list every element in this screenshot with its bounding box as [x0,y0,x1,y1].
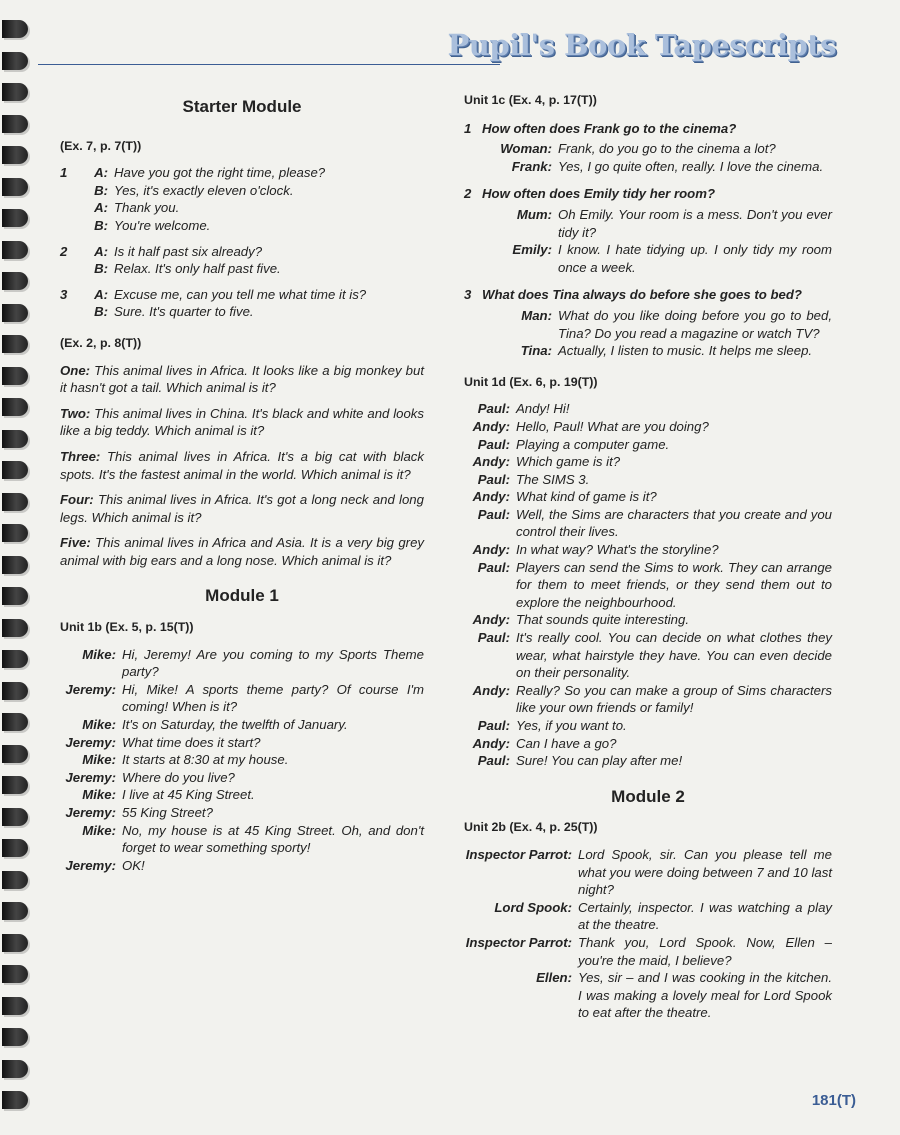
dialogue-line [464,400,832,418]
ex7-dialogues [60,164,424,321]
spiral-ring [2,398,28,416]
speaker-label: Jeremy: [65,681,116,697]
speaker-label: Jeremy: [65,857,116,873]
dialogue-number: 3 [60,286,68,302]
question [464,120,832,138]
question-dialogue [464,206,832,276]
question-dialogue [464,307,832,360]
spiral-ring [2,20,28,38]
dialogue-lines [68,286,424,321]
dialogue-text: What do you like doing before you go to bed, Tina? Do you read a magazine or watch TV? [558,307,832,341]
dialogue-text: Relax. It's only half past five. [114,261,281,277]
dialogue-text: Well, the Sims are characters that you create and you control their lives. [516,506,832,540]
spiral-ring [2,745,28,763]
spiral-ring [2,272,28,290]
dialogue-line [464,241,832,276]
dialogue-line [464,206,832,241]
riddle-label: Five: [60,535,91,551]
dialogue-text: Yes, it's exactly eleven o'clock. [114,182,294,198]
spiral-ring [2,839,28,857]
speaker-label: Andy: [472,542,510,558]
dialogue-line [464,307,832,342]
speaker-label: Emily: [512,242,552,258]
riddle-label: Four: [60,492,94,508]
riddle-text: This animal lives in China. It's black and white and looks like a big teddy. Which animal is it? [60,405,424,439]
dialogue-text: Yes, sir – and I was cooking in the kitchen. I was making a lovely meal for Lord Spook to eat after the theatre. [578,970,832,1021]
speaker-label: Andy: [472,418,510,434]
dialogue-text: 55 King Street? [122,805,213,820]
dialogue-text: The SIMS 3. [516,471,590,487]
speaker-label: Andy: [472,489,510,505]
dialogue-text: Sure! You can play after me! [516,753,683,769]
spiral-ring [2,209,28,227]
dialogue-text: Playing a computer game. [516,436,670,452]
dialogue-line [464,752,832,770]
dialogue-line [464,559,832,612]
numbered-dialogue [60,164,424,234]
dialogue-text: Is it half past six already? [114,243,263,259]
dialogue-line [68,303,424,321]
spiral-ring [2,335,28,353]
speaker-label: Andy: [472,735,510,751]
unit-2b-heading: Unit 2b (Ex. 4, p. 25(T)) [464,820,598,835]
left-column [60,92,424,874]
spiral-ring [2,367,28,385]
riddle-label: Three: [60,448,101,464]
question-number: 2 [464,186,472,202]
dialogue-text: Hi, Mike! A sports theme party? Of course I'm coming! When is it? [122,681,424,715]
speaker-label: B: [94,304,108,320]
dialogue-line [464,342,832,360]
dialogue-text: I live at 45 King Street. [122,787,255,803]
speaker-label: Ellen: [536,970,572,986]
spiral-ring [2,493,28,511]
spiral-ring [2,524,28,542]
speaker-label: B: [94,182,108,198]
spiral-ring [2,871,28,889]
numbered-dialogue [60,243,424,278]
speaker-label: Andy: [472,682,510,698]
dialogue-line [68,182,424,200]
spiral-ring [2,178,28,196]
unit-1c-questions [464,120,832,360]
dialogue-line [68,243,424,261]
dialogue-text: That sounds quite interesting. [516,612,690,628]
animal-riddle [60,405,424,440]
spiral-ring [2,115,28,133]
speaker-label: Man: [521,307,552,323]
spiral-ring [2,713,28,731]
question-number: 1 [464,120,472,136]
speaker-label: Mike: [82,822,116,838]
dialogue-line [60,804,424,822]
dialogue-line [60,681,424,716]
dialogue-text: Lord Spook, sir. Can you please tell me what you were doing between 7 and 10 last night? [578,846,832,898]
speaker-label: Lord Spook: [494,899,572,915]
speaker-label: A: [94,243,108,259]
animal-riddle [60,362,424,397]
speaker-label: Inspector Parrot: [465,846,572,862]
question-text: How often does Emily tidy her room? [482,186,716,202]
spiral-ring [2,776,28,794]
dialogue-line [464,140,832,158]
dialogue-text: Actually, I listen to music. It helps me sleep. [558,343,813,359]
riddle-text: This animal lives in Africa and Asia. It is a very big grey animal with big ears and a long nose. Which animal is it? [60,535,424,568]
dialogue-line [464,735,832,753]
spiral-ring [2,619,28,637]
speaker-label: Paul: [477,436,510,452]
unit-1c-heading: Unit 1c (Ex. 4, p. 17(T)) [464,93,597,107]
dialogue-text: In what way? What's the storyline? [516,542,719,558]
ex7-heading: (Ex. 7, p. 7(T)) [60,138,142,153]
question [464,185,832,203]
dialogue-lines [68,243,424,278]
dialogue-text: Thank you, Lord Spook. Now, Ellen – you're the maid, I believe? [578,934,832,968]
dialogue-text: Oh Emily. Your room is a mess. Don't you ever tidy it? [558,206,832,240]
dialogue-lines [68,164,424,234]
dialogue-line [464,969,832,1022]
title-rule [38,64,500,65]
speaker-label: A: [94,286,108,302]
riddle-text: This animal lives in Africa. It looks like a big monkey but it hasn't got a tail. Which animal is it? [60,362,424,396]
spiral-ring [2,682,28,700]
dialogue-text: OK! [122,857,145,873]
unit-2b-dialogue [464,846,832,1022]
spiral-ring [2,146,28,164]
dialogue-line [60,716,424,734]
spiral-ring [2,1028,28,1046]
spiral-ring [2,556,28,574]
speaker-label: B: [94,261,108,277]
dialogue-line [464,158,832,176]
speaker-label: Jeremy: [65,769,116,785]
speaker-label: Mike: [82,646,116,662]
right-column [464,92,832,1022]
unit-1d-dialogue [464,400,832,769]
spiral-ring [2,430,28,448]
dialogue-text: It's on Saturday, the twelfth of January. [122,717,348,733]
ex2-heading: (Ex. 2, p. 8(T)) [60,335,142,350]
speaker-label: A: [94,165,108,181]
speaker-label: Paul: [477,718,510,733]
dialogue-line [60,822,424,857]
speaker-label: Mike: [82,752,116,768]
dialogue-line [464,453,832,471]
spiral-ring [2,304,28,322]
dialogue-line [464,471,832,489]
dialogue-text: What time does it start? [122,734,261,750]
page-title: Pupil's Book Tapescripts [447,28,836,62]
spiral-ring [2,241,28,259]
speaker-label: Paul: [477,401,510,417]
speaker-label: Inspector Parrot: [465,934,572,950]
dialogue-line [68,164,424,182]
spiral-ring [2,1091,28,1109]
speaker-label: Paul: [477,753,510,769]
spiral-ring [2,52,28,70]
dialogue-text: Have you got the right time, please? [114,165,326,181]
dialogue-text: Where do you live? [122,769,235,785]
riddle-label: Two: [60,405,91,421]
dialogue-text: Excuse me, can you tell me what time it is? [114,286,367,302]
dialogue-number: 2 [60,243,68,259]
question-number: 3 [464,287,472,303]
speaker-label: A: [94,200,108,216]
speaker-label: Mike: [82,717,116,733]
module-1-heading: Module 1 [205,586,279,606]
speaker-label: Jeremy: [65,734,116,750]
dialogue-text: Frank, do you go to the cinema a lot? [558,141,776,157]
dialogue-text: You're welcome. [114,217,211,233]
speaker-label: Woman: [500,141,552,157]
dialogue-line [68,260,424,278]
dialogue-line [60,769,424,787]
spiral-ring [2,461,28,479]
spiral-ring [2,83,28,101]
dialogue-line [68,199,424,217]
dialogue-text: Yes, I go quite often, really. I love the cinema. [558,158,824,174]
dialogue-line [464,488,832,506]
dialogue-line [60,857,424,875]
spiral-ring [2,808,28,826]
spiral-ring [2,1060,28,1078]
dialogue-text: It's really cool. You can decide on what clothes they wear, what hairstyle they have. You can even decide on their personality. [516,630,832,681]
riddle-label: One: [60,362,91,378]
spiral-ring [2,902,28,920]
dialogue-text: No, my house is at 45 King Street. Oh, and don't forget to wear something sporty! [122,822,424,856]
dialogue-line [68,286,424,304]
speaker-label: Jeremy: [65,805,116,820]
spiral-ring [2,934,28,952]
dialogue-line [464,899,832,934]
speaker-label: Frank: [511,158,552,174]
dialogue-text: Andy! Hi! [516,401,570,417]
dialogue-line [60,734,424,752]
speaker-label: Andy: [472,612,510,628]
dialogue-text: It starts at 8:30 at my house. [122,752,289,768]
spiral-ring [2,587,28,605]
dialogue-line [464,682,832,717]
dialogue-text: Sure. It's quarter to five. [114,304,254,320]
dialogue-text: Hi, Jeremy! Are you coming to my Sports Theme party? [122,646,424,680]
unit-1d-heading: Unit 1d (Ex. 6, p. 19(T)) [464,374,598,389]
dialogue-line [60,786,424,804]
spiral-ring [2,997,28,1015]
animal-riddle [60,448,424,483]
dialogue-text: Yes, if you want to. [516,718,627,733]
question-text: What does Tina always do before she goes to bed? [482,287,802,303]
riddle-text: This animal lives in Africa. It's a big cat with black spots. It's the fastest animal in the world. Which animal is it? [60,448,424,482]
question [464,286,832,304]
dialogue-text: Certainly, inspector. I was watching a play at the theatre. [578,899,832,933]
speaker-label: B: [94,217,108,233]
speaker-label: Paul: [477,471,510,487]
ex2-paragraphs [60,362,424,570]
animal-riddle [60,491,424,526]
dialogue-line [60,751,424,769]
speaker-label: Tina: [520,343,552,359]
question-dialogue [464,140,832,175]
dialogue-text: I know. I hate tidying up. I only tidy my room once a week. [558,242,832,275]
dialogue-line [68,217,424,235]
spiral-binding [0,20,34,1130]
dialogue-line [464,934,832,969]
animal-riddle [60,534,424,569]
dialogue-line [464,541,832,559]
dialogue-line [464,846,832,899]
dialogue-text: Hello, Paul! What are you doing? [516,418,709,434]
speaker-label: Mike: [82,787,116,803]
page-number: 181(T) [811,1092,856,1109]
unit-1b-heading: Unit 1b (Ex. 5, p. 15(T)) [60,620,194,635]
speaker-label: Mum: [516,206,552,222]
dialogue-line [464,506,832,541]
speaker-label: Andy: [472,454,510,470]
dialogue-text: Players can send the Sims to work. They can arrange for them to meet friends, or they send them out to explore the neighbourhood. [516,559,832,610]
dialogue-text: Really? So you can make a group of Sims characters like your own friends or family! [516,682,832,716]
speaker-label: Paul: [477,506,510,522]
dialogue-number: 1 [60,165,68,181]
spiral-ring [2,965,28,983]
speaker-label: Paul: [477,630,510,646]
unit-1b-dialogue [60,646,424,875]
dialogue-line [60,646,424,681]
dialogue-line [464,611,832,629]
speaker-label: Paul: [477,559,510,575]
dialogue-text: Thank you. [114,200,180,216]
starter-module-heading: Starter Module [182,97,302,116]
dialogue-line [464,629,832,682]
numbered-dialogue [60,286,424,321]
dialogue-line [464,436,832,454]
dialogue-text: Which game is it? [516,454,621,470]
dialogue-line [464,717,832,735]
dialogue-line [464,418,832,436]
module-2-heading: Module 2 [611,786,685,806]
spiral-ring [2,650,28,668]
dialogue-text: Can I have a go? [516,735,617,751]
riddle-text: This animal lives in Africa. It's got a long neck and long legs. Which animal is it? [60,492,424,525]
dialogue-text: What kind of game is it? [516,489,657,505]
question-text: How often does Frank go to the cinema? [482,120,737,136]
